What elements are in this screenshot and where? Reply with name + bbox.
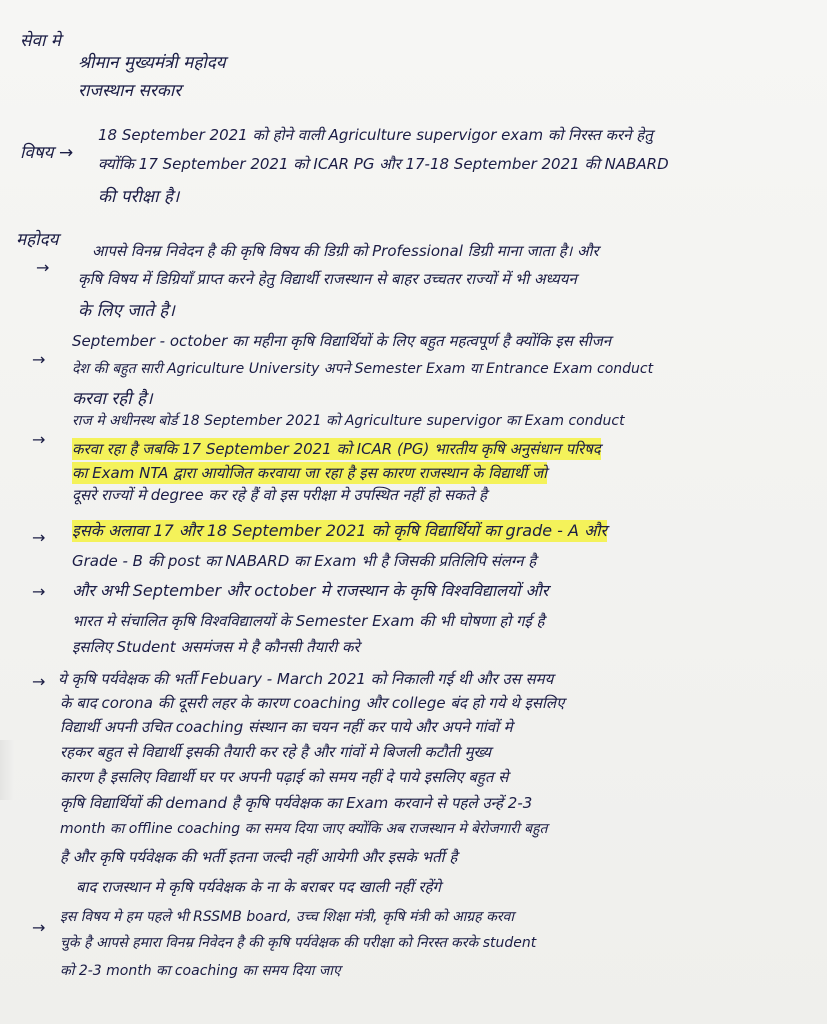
salutation-to-line: श्रीमान मुख्यमंत्री महोदय (78, 53, 226, 73)
point-6-line-2: के बाद corona की दूसरी लहर के कारण coaching और college बंद हो गये थे इसलिए (60, 694, 565, 712)
bullet-arrow-icon: → (32, 350, 46, 369)
bullet-arrow-icon: → (32, 918, 46, 937)
point-7-line-2: चुके है आपसे हमारा विनम्र निवेदन है की कृषि पर्यवेक्षक की परीक्षा को निरस्त करके student (60, 935, 537, 951)
point-6-line-5: कारण है इसलिए विद्यार्थी घर पर अपनी पढ़ाई को समय नहीं दे पाये इसलिए बहुत से (60, 768, 509, 786)
subject-label: विषय → (20, 143, 74, 163)
point-3-line-2: करवा रहा है जबकि 17 September 2021 को ICAR (PG) भारतीय कृषि अनुसंधान परिषद (72, 440, 601, 458)
point-2-line-3: करवा रही है। (72, 389, 153, 409)
point-2-line-2: देश की बहुत सारी Agriculture University अपने Semester Exam या Entrance Exam conduct (72, 361, 654, 377)
point-7-line-1: इस विषय मे हम पहले भी RSSMB board, उच्च शिक्षा मंत्री, कृषि मंत्री को आग्रह करवा (60, 909, 514, 925)
subject-line-2: क्योंकि 17 September 2021 को ICAR PG और 17-18 September 2021 की NABARD (98, 155, 669, 173)
point-1-line-2: कृषि विषय में डिग्रियाँ प्राप्त करने हेतु विद्यार्थी राजस्थान से बाहर उच्चतर राज्यों में भी अध्ययन (78, 270, 577, 288)
point-6-line-4: रहकर बहुत से विद्यार्थी इसकी तैयारी कर रहे है और गांवों मे बिजली कटौती मुख्य (60, 743, 492, 761)
point-5-line-1: और अभी September और october मे राजस्थान के कृषि विश्वविद्यालयों और (72, 581, 549, 600)
point-7-line-3: को 2-3 month का coaching का समय दिया जाए (60, 963, 341, 979)
salutation-seva-me: सेवा मे (20, 31, 61, 51)
bullet-arrow-icon: → (32, 672, 46, 691)
subject-line-3: की परीक्षा है। (98, 187, 180, 207)
point-1-line-1: आपसे विनम्र निवेदन है की कृषि विषय की डिग्री को Professional डिग्री माना जाता है। और (92, 242, 599, 260)
point-6-line-9: बाद राजस्थान मे कृषि पर्यवेक्षक के ना के बराबर पद खाली नहीं रहेंगे (76, 878, 441, 896)
point-4-line-2: Grade - B की post का NABARD का Exam भी है जिसकी प्रतिलिपि संलग्न है (72, 552, 537, 570)
point-6-line-1: ये कृषि पर्यवेक्षक की भर्ती Febuary - March 2021 को निकाली गई थी और उस समय (58, 670, 554, 688)
point-6-line-3: विद्यार्थी अपनी उचित coaching संस्थान का चयन नहीं कर पाये और अपने गांवों मे (60, 718, 513, 736)
paper-fold-shadow (0, 740, 14, 800)
point-6-line-6: कृषि विद्यार्थियों की demand है कृषि पर्यवेक्षक का Exam करवाने से पहले उन्हें 2-3 (60, 794, 533, 812)
point-3-line-1: राज मे अधीनस्थ बोर्ड 18 September 2021 को Agriculture supervigor का Exam conduct (72, 413, 625, 429)
point-3-line-4: दूसरे राज्यों मे degree कर रहे हैं वो इस परीक्षा मे उपस्थित नहीं हो सकते है (72, 486, 487, 504)
point-6-line-8: है और कृषि पर्यवेक्षक की भर्ती इतना जल्दी नहीं आयेगी और इसके भर्ती है (60, 848, 458, 866)
point-5-line-2: भारत मे संचालित कृषि विश्वविद्यालयों के Semester Exam की भी घोषणा हो गई है (72, 612, 545, 630)
point-6-line-7: month का offline coaching का समय दिया जाए क्योंकि अब राजस्थान मे बेरोजगारी बहुत (60, 821, 548, 837)
salutation-gov-line: राजस्थान सरकार (78, 81, 182, 101)
point-3-line-3: का Exam NTA द्वारा आयोजित करवाया जा रहा है इस कारण राजस्थान के विद्यार्थी जो (72, 464, 547, 482)
bullet-arrow-icon: → (32, 582, 46, 601)
point-2-line-1: September - october का महीना कृषि विद्यार्थियों के लिए बहुत महत्वपूर्ण है क्योंकि इस सीजन (72, 332, 612, 350)
subject-line-1: 18 September 2021 को होने वाली Agriculture supervigor exam को निरस्त करने हेतु (98, 126, 653, 144)
point-1-line-3: के लिए जाते है। (78, 301, 175, 321)
bullet-arrow-icon: → (32, 528, 46, 547)
point-4-line-1: इसके अलावा 17 और 18 September 2021 को कृषि विद्यार्थियों का grade - A और (72, 521, 607, 540)
bullet-arrow-icon: → (36, 258, 50, 277)
bullet-arrow-icon: → (32, 430, 46, 449)
point-5-line-3: इसलिए Student असमंजस मे है कौनसी तैयारी करे (72, 638, 360, 656)
mahoday-heading: महोदय (16, 230, 59, 250)
